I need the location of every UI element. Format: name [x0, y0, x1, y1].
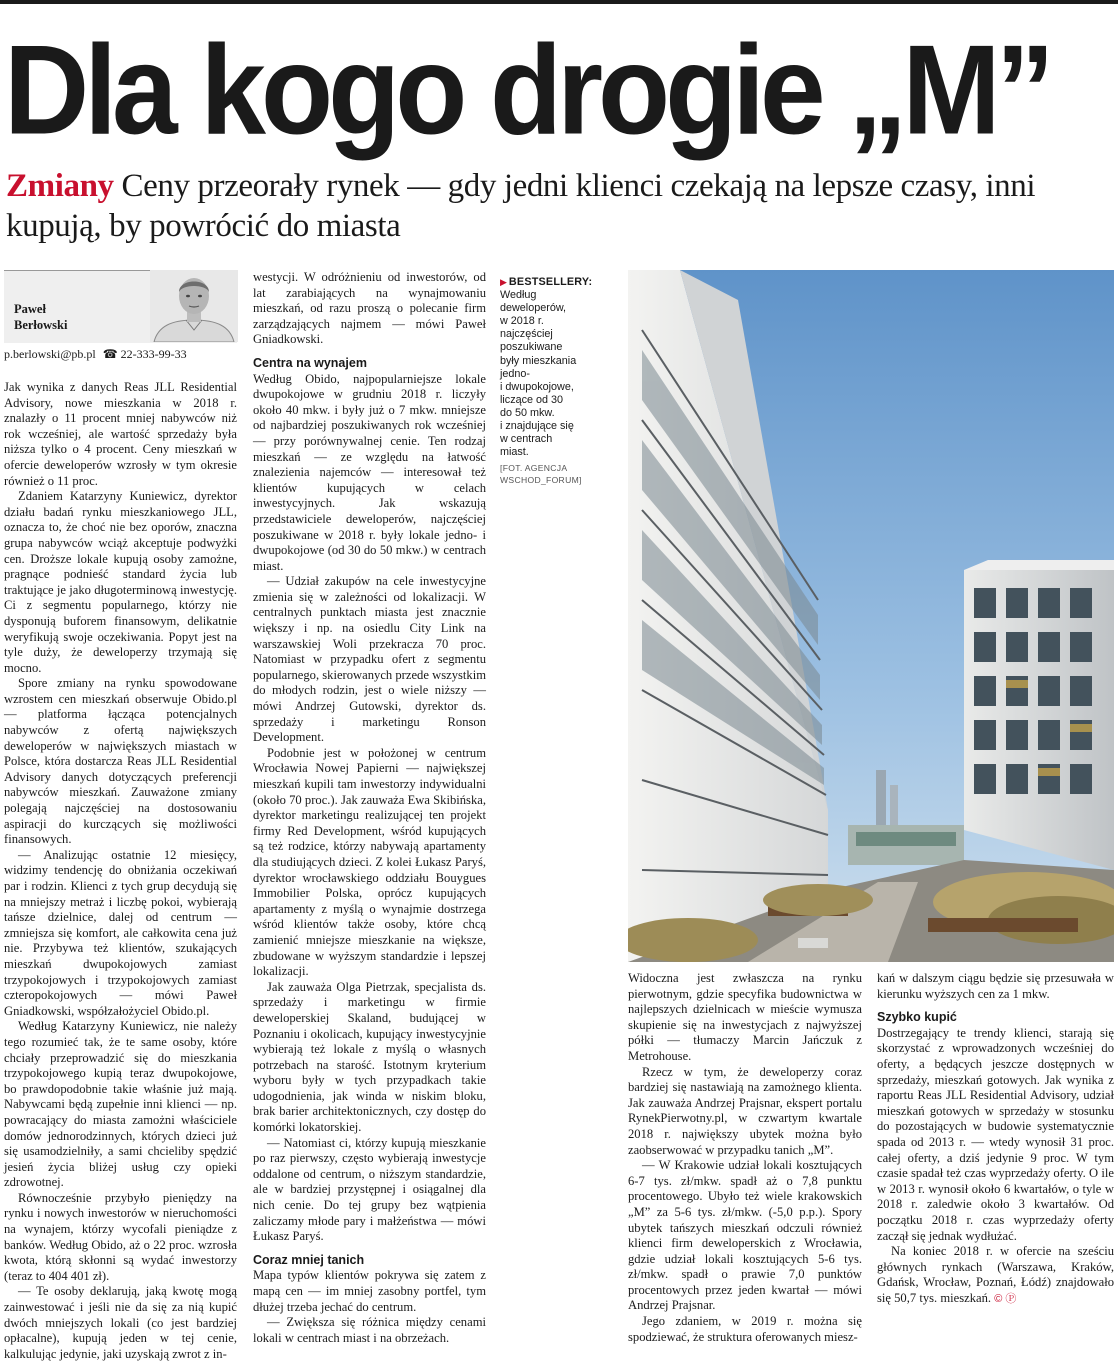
photo-credit — [500, 462, 608, 486]
caption-line: miast. — [500, 446, 529, 459]
photo-credit-line: WSCHOD_FORUM] — [500, 475, 582, 486]
caption-line: były mieszkania — [500, 354, 577, 367]
paragraph: kań w dalszym ciągu będzie się przesuwała w kierunku wyższych cen za 1 mkw. — [877, 971, 1114, 1001]
paragraph: Mapa typów klientów pokrywa się zatem z mapą cen — im mniej zasobny portfel, tym dłużej trzeba jechać do centrum. — [253, 1268, 486, 1314]
paragraph: Według Obido, najpopularniejsze lokale dwupokojowe w grudniu 2018 r. liczyły około 40 mkw. i były już o 7 mkw. mniejsze od najbardziej poszukiwanych rok wcześniej — przy porównywalnej cenie. Ten rodzaj mieszkań — ze względu na łatwość znalezienia najemców — interesował też klientów kupujących w celach inwestycyjnych. Jak wskazują przedstawiciele deweloperów, najczęściej poszukiwane w 2018 r. były lokale jedno- i dwupokojowe (od 30 do 50 mkw.) w centrach miast. — [253, 371, 486, 573]
subheading: Coraz mniej tanich — [253, 1252, 365, 1267]
building-photo — [628, 270, 1114, 962]
end-mark: © Ⓟ — [994, 1292, 1017, 1305]
article-column-2 — [253, 270, 486, 1346]
article-column-4 — [877, 971, 1114, 1307]
paragraph: Jak wynika z danych Reas JLL Residential Advisory, nowe mieszkania w 2018 r. znalazły o 11 procent mniej nabywców niż rok wcześniej, ale wartość sprzedaży była niższa tylko o 4 procent. Ceny mieszkań w ofercie deweloperów wzrosły w tym okresie również o 11 proc. — [4, 380, 237, 488]
paragraph: Rzecz w tym, że deweloperzy coraz bardziej się nastawiają na zamożnego klienta. Jak zauważa Andrzej Prajsnar, ekspert portalu RynekPierwotny.pl, w czwartym kwartale 2018 r. największy ubytek można było zaobserwować w przypadku tanich „M”. — [628, 1064, 862, 1157]
paragraph: Podobnie jest w położonej w centrum Wrocławia Nowej Papierni — największej mieszkań kupili tam inwestorzy indywidualni (około 70 proc.). Jak zauważa Ewa Skibińska, dyrektor marketingu realizującej ten projekt firmy Red Development, wśród kupujących są też rodzice, którzy nabywają apartamenty dla studiujących dzieci. Z kolei Łukasz Paryś, dyrektor wrocławskiego oddziału Bouygues Immobilier Polska, oprócz kupujących apartamenty z myślą o wynajmie dostrzega wśród klientów także osoby, które chcą zamienić mniejsze mieszkanie na większe, zbudowane w wyższym standardzie i lepszej lokalizacji. — [253, 745, 486, 979]
subheading: Szybko kupić — [877, 1010, 957, 1025]
article-column-1 — [4, 380, 237, 1362]
caption-line: liczące od 30 — [500, 393, 564, 406]
paragraph: Jego zdaniem, w 2019 r. można się spodziewać, że struktura oferowanych miesz- — [628, 1314, 862, 1344]
triangle-right-icon: ▶ — [500, 277, 507, 287]
paragraph: Zdaniem Katarzyny Kuniewicz, dyrektor działu badań rynku mieszkaniowego JLL, oznacza to, że choć nie bez oporów, znaczna grupa nabywców wciąż akceptuje podwyżki cen. Droższe lokale kupują osoby zamożne, pragnące podnieść standard życia lub traktujące je jako długoterminową inwestycję. Ci z segmentu popularnego, którzy nie dysponują buforem finansowym, delikatnie weryfikują swoje oczekiwania. Popyt jest na tyle duży, że deweloperzy trzymają się mocno. — [4, 489, 237, 675]
paragraph: Dostrzegający te trendy klienci, starają się skorzystać z wprowadzonych wcześniej do oferty, a będących jeszcze dostępnych w sprzedaży, mieszkań gotowych. Jak wynika z raportu Reas JLL Residential Advisory, udział mieszkań gotowych w sprzedaży w stosunku do pozostających w budowie systematycznie spada od 2013 r. — wtedy wynosił 31 proc. całej oferty, a dziś jedynie 9 proc. W tym czasie spadał też czas wyprzedaży oferty. O ile w 2013 r. wynosił około 6 kwartałów, o tyle w 2018 r. zaledwie około 3 kwartałów. Od początku 2018 r. czas wyprzedaży oferty zaczął się jednak wydłużać. — [877, 1025, 1114, 1243]
caption-line: w centrach — [500, 433, 553, 446]
caption-line: Według — [500, 289, 537, 302]
paragraph: — Zwiększa się różnica między cenami lokali w centrach miast i na obrzeżach. — [253, 1315, 486, 1345]
deck — [6, 166, 1106, 246]
author-last-name: Berłowski — [14, 318, 68, 332]
author-contact — [4, 347, 244, 362]
author-phone: 22-333-99-33 — [120, 347, 187, 361]
caption-label-row — [500, 276, 608, 289]
paragraph: — W Krakowie udział lokali kosztujących 6-7 tys. zł/mkw. spadł aż o 7,8 punktu procentowego. Ubyło też wiele krakowskich „M” za 5-6 tys. zł/mkw. (-5,0 p.p.). Spory ubytek tańszych mieszkań odczuli również klienci firm deweloperskich z Wrocławia, gdzie udział lokali kosztujących 5-6 tys. zł/mkw. spadł o prawie 7,0 punktów procentowych przez jeden kwartał — mówi Andrzej Prajsnar. — [628, 1158, 862, 1313]
paragraph — [877, 1244, 1114, 1307]
paragraph: — Natomiast ci, którzy kupują mieszkanie po raz pierwszy, często wybierają inwestycje oddalone od centrum, o niższym standardzie, ale w bardziej przystępnej i osiągalnej dla nich cenie. Do tej grupy bez wątpienia zaliczamy młode pary i małżeństwa — mówi Łukasz Paryś. — [253, 1135, 486, 1244]
phone-icon: ☎ — [102, 347, 118, 361]
author-name — [14, 301, 67, 333]
caption-line: i dwupokojowe, — [500, 380, 574, 393]
caption-line: najczęściej — [500, 328, 553, 341]
author-first-name: Paweł — [14, 302, 46, 316]
paragraph: — Analizując ostatnie 12 miesięcy, widzimy tendencję do obniżania oczekiwań par i rodzin. Klienci z tych grup decydują się na mniejszy metraż i liczbę pokoi, wybierają tańsze dzielnice, dalej od centrum — zmniejsza się komfort, ale całkowita cena już nie. Przybywa też klientów, szukających mieszkań dwupokojowych zamiast trzypokojowych i trzypokojowych zamiast czteropokojowych — mówi Paweł Gniadkowski, współzałożyciel Obido.pl. — [4, 847, 237, 1018]
author-email[interactable]: p.berlowski@pb.pl — [4, 347, 96, 361]
deck-text: Ceny przeorały rynek — gdy jedni klienci czekają na lepsze czasy, inni kupują, by powrócić do miasta — [6, 168, 1036, 244]
paragraph: Widoczna jest zwłaszcza na rynku pierwotnym, gdzie specyfika budownictwa w najlepszych dzielnicach w mieście wymusza skupienie się na inwestycjach z najwyższej półki — tłumaczy Marcin Jańczuk z Metrohouse. — [628, 971, 862, 1063]
photo-caption — [500, 276, 608, 486]
paragraph: Jak zauważa Olga Pietrzak, specjalista ds. sprzedaży i marketingu w firmie deweloperskiej Skaland, budującej w Poznaniu i okolicach, kupujący inwestycyjnie wybierają też lokale z myślą o własnych potrzebach na starość. Istotnym kryterium wyboru były w tych przypadkach takie udogodnienia, jak winda w niskim bloku, brak barier architektonicznych, czy dostęp do komórki lokatorskiej. — [253, 979, 486, 1135]
caption-label: BESTSELLERY: — [508, 276, 593, 288]
caption-line: poszukiwane — [500, 341, 563, 354]
caption-line: w 2018 r. — [500, 315, 544, 328]
headline: Dla kogo drogie „M” — [4, 18, 1050, 162]
article-column-3 — [628, 971, 862, 1345]
paragraph: Spore zmiany na rynku spowodowane wzrostem cen mieszkań obserwuje Obido.pl — platforma łącząca potencjalnych nabywców z ofertą największych deweloperów w największych miastach w Polsce, która dostarcza Reas JLL Residential Advisory danych dotyczących preferencji nabywców mieszkań. Zauważone zmiany polegają najczęściej na dostosowaniu aspiracji do kurczących się możliwości finansowych. — [4, 676, 237, 847]
caption-line: i znajdujące się — [500, 420, 574, 433]
caption-line: deweloperów, — [500, 302, 567, 315]
paragraph: — Te osoby deklarują, jaką kwotę mogą zainwestować i jeśli nie da się za nią kupić dwóch mniejszych lokali (co jest bardziej opłacalne), kupują jeden w tej cenie, kalkulując jedynie, jaki uzyskają zwrot z in- — [4, 1284, 237, 1361]
caption-line: jedno- — [500, 367, 531, 380]
paragraph: Według Katarzyny Kuniewicz, nie należy tego rozumieć tak, że te same osoby, które chciały przeprowadzić się do mieszkania trzypokojowego kupią teraz dwupokojowe, bo prawdopodobnie takie właśnie już mają. Nabywcami będą zupełnie inni klienci — np. powracający do miasta zamożni właściciele domów jednorodzinnych, których dzieci już się usamodzielniły, a sami chcieliby spędzić jesień życia bliżej usług czy opieki zdrowotnej. — [4, 1019, 237, 1190]
paragraph-text: Na koniec 2018 r. w ofercie na sześciu głównych rynkach (Warszawa, Kraków, Gdańsk, Wrocław, Poznań, Łódź) znajdowało się 50,7 tys. mieszkań. — [877, 1244, 1114, 1305]
subheading: Centra na wynajem — [253, 355, 367, 370]
author-portrait — [150, 270, 238, 342]
photo-credit-line: [FOT. AGENCJA — [500, 463, 568, 474]
paragraph: westycji. W odróżnieniu od inwestorów, od lat zarabiających na wynajmowaniu mieszkań, od razu proszą o polecanie firm zarządzających najmem — mówi Paweł Gniadkowski. — [253, 270, 486, 347]
paragraph: — Udział zakupów na cele inwestycyjne zmienia się w zależności od lokalizacji. W centralnych punktach miasta jest znacznie większy i np. na osiedlu City Link na warszawskiej Woli przekracza 70 proc. Natomiast w przypadku ofert z segmentu popularnego, skierowanych przede wszystkim do młodych rodzin, jest o wiele niższy — mówi Andrzej Gutowski, dyrektor ds. sprzedaży i marketingu Ronson Development. — [253, 574, 486, 745]
caption-line: do 50 mkw. — [500, 406, 555, 419]
deck-keyword: Zmiany — [6, 168, 114, 204]
paragraph: Równocześnie przybyło pieniędzy na rynku i nowych inwestorów w nieruchomości na wynajem, którzy wycofali pieniądze z banków. Według Obido, aż o 22 proc. wzrosła kwota, którą skłonni są wydać inwestorzy (teraz to 404 401 zł). — [4, 1190, 237, 1283]
top-rule — [0, 0, 1118, 4]
